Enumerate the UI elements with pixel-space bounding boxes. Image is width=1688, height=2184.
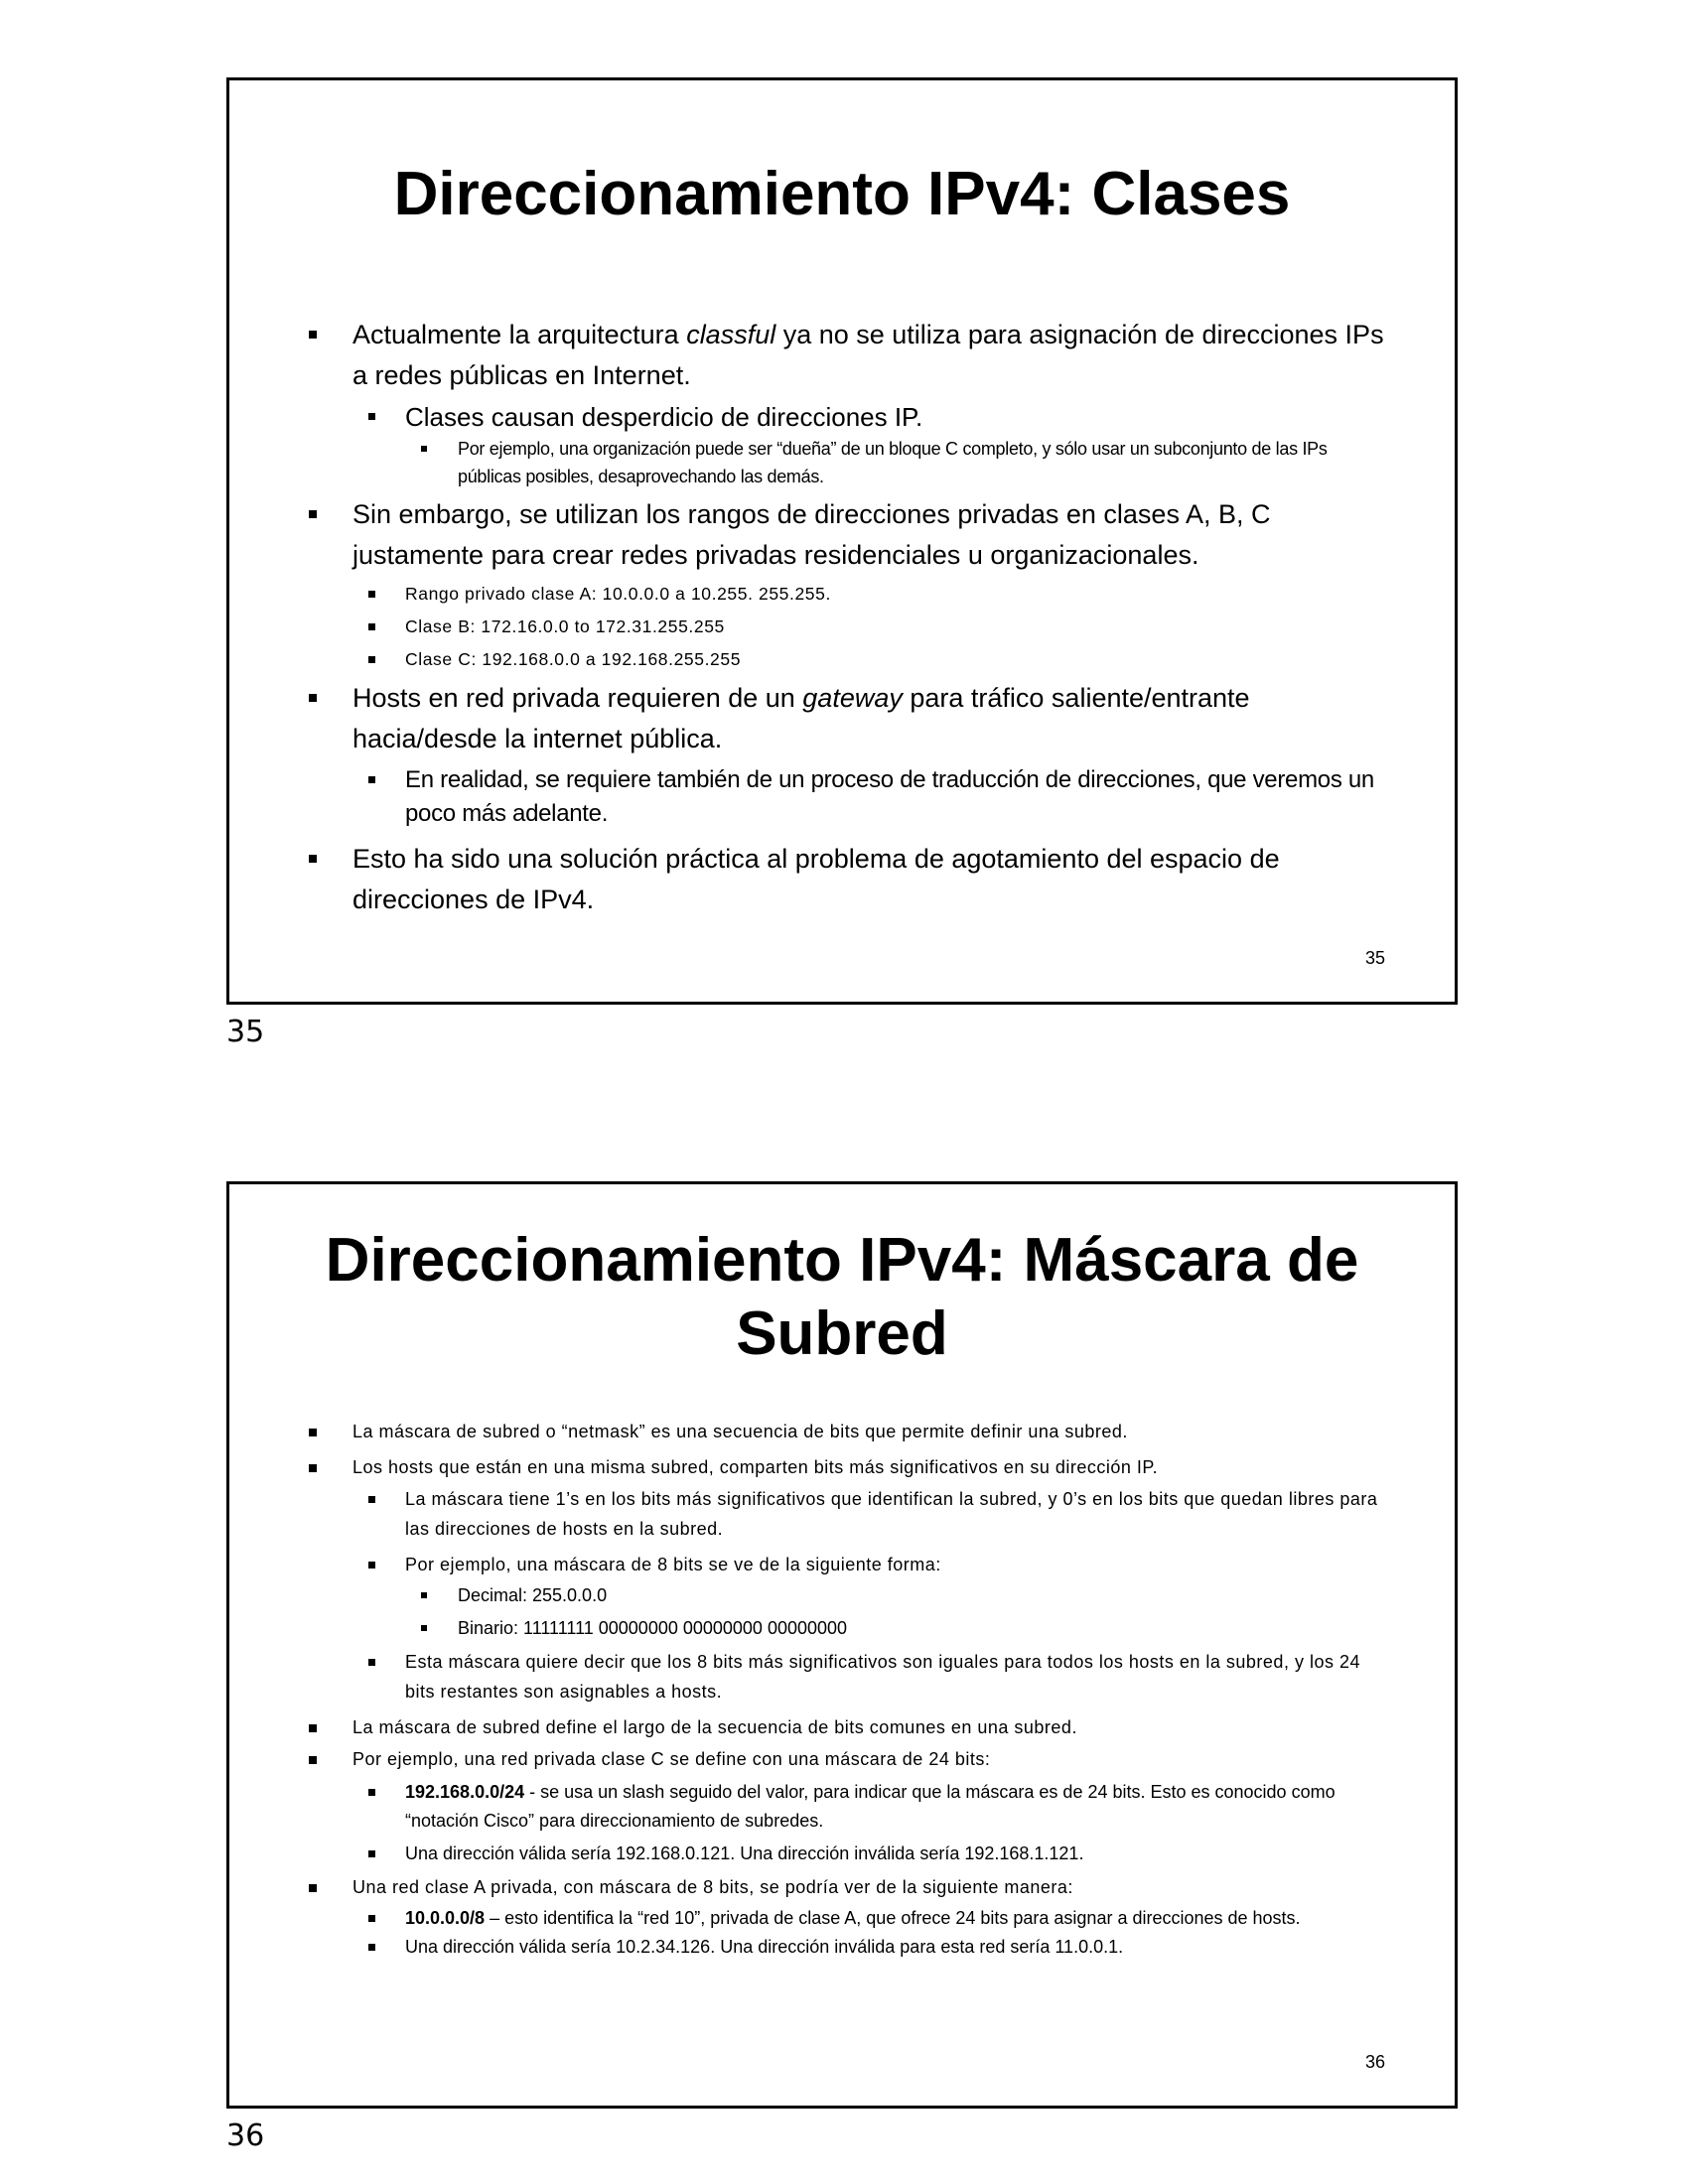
bullet-private-ranges: Sin embargo, se utilizan los rangos de direcciones privadas en clases A, B, C justamente para crear redes privadas residenciales u organizacionales. [229, 494, 1385, 576]
cidr-notation: 10.0.0.0/8 [405, 1908, 486, 1928]
emphasis-text: gateway [802, 683, 903, 713]
bullet-netmask-definition: La máscara de subred o “netmask” es una secuencia de bits que permite definir una subred. [229, 1417, 1385, 1446]
bullet-text: – esto identifica la “red 10”, privada de clase A, que ofrece 24 bits para asignar a direcciones de hosts. [485, 1908, 1301, 1928]
page-label: 35 [226, 1015, 265, 1049]
slide-body [229, 1417, 1455, 1962]
bullet-hosts-share-bits: Los hosts que están en una misma subred, comparten bits más significativos en su dirección IP. [229, 1452, 1385, 1482]
emphasis-text: classful [686, 320, 776, 349]
bullet-gateway [229, 678, 1385, 759]
slide-35 [226, 77, 1458, 1005]
sub-bullet-range-a: Rango privado clase A: 10.0.0.0 a 10.255. 255.255. [229, 578, 1385, 611]
slide-page-number: 35 [1364, 948, 1385, 968]
slide-title [229, 1224, 1455, 1371]
slide-36 [226, 1181, 1458, 2109]
bullet-class-c-example: Por ejemplo, una red privada clase C se define con una máscara de 24 bits: [229, 1744, 1385, 1774]
slide-title: Direccionamiento IPv4: Clases [393, 160, 1291, 228]
sub-bullet-valid-address-c: Una dirección válida sería 192.168.0.121. Una dirección inválida sería 192.168.1.121. [229, 1840, 1385, 1868]
bullet-text: Actualmente la arquitectura [352, 320, 687, 349]
sub-bullet-valid-address-a: Una dirección válida sería 10.2.34.126. Una dirección inválida para esta red sería 11.0.0.1. [229, 1933, 1385, 1962]
bullet-class-a-example: Una red clase A privada, con máscara de 8 bits, se podría ver de la siguiente manera: [229, 1872, 1385, 1902]
bullet-classful [229, 315, 1385, 396]
sub-bullet-cisco-notation [229, 1778, 1385, 1836]
bullet-text: Hosts en red privada requieren de un [352, 683, 803, 713]
page-label: 36 [226, 2118, 265, 2153]
sub-bullet-mask-ones-zeros: La máscara tiene 1’s en los bits más significativos que identifican la subred, y 0’s en los bits que quedan libres para las direcciones de hosts en la subred. [229, 1484, 1385, 1544]
bullet-solution: Esto ha sido una solución práctica al problema de agotamiento del espacio de direcciones de IPv4. [229, 839, 1385, 920]
sub-bullet-range-b: Clase B: 172.16.0.0 to 172.31.255.255 [229, 611, 1385, 643]
cidr-notation: 192.168.0.0/24 [405, 1782, 525, 1802]
slide-title-line-2: Subred [736, 1299, 948, 1368]
slide-title-line-1: Direccionamiento IPv4: Máscara de [325, 1226, 1359, 1295]
sub-bullet-mask-example: Por ejemplo, una máscara de 8 bits se ve de la siguiente forma: [229, 1550, 1385, 1579]
bullet-mask-length: La máscara de subred define el largo de la secuencia de bits comunes en una subred. [229, 1712, 1385, 1742]
sub-sub-bullet-decimal: Decimal: 255.0.0.0 [229, 1581, 1385, 1610]
sub-bullet-nat: En realidad, se requiere también de un proceso de traducción de direcciones, que veremos un poco más adelante. [229, 763, 1385, 831]
sub-bullet-mask-meaning: Esta máscara quiere decir que los 8 bits más significativos son iguales para todos los hosts en la subred, y los 24 bits restantes son asignables a hosts. [229, 1647, 1385, 1706]
bullet-text: para tráfico saliente/entrante hacia/desde la internet pública. [352, 683, 1250, 753]
sub-sub-bullet-example: Por ejemplo, una organización puede ser “dueña” de un bloque C completo, y sólo usar un subconjunto de las IPs públicas posibles, desaprovechando las demás. [229, 435, 1385, 490]
bullet-text: - se usa un slash seguido del valor, para indicar que la máscara es de 24 bits. Esto es conocido como “notación Cisco” para direccionamiento de subredes. [405, 1782, 1336, 1831]
sub-bullet-red-10 [229, 1904, 1385, 1933]
bullet-text: ya no se utiliza para asignación de direcciones IPs a redes públicas en Internet. [352, 320, 1384, 390]
slide-page-number: 36 [1364, 2052, 1385, 2072]
sub-bullet-range-c: Clase C: 192.168.0.0 a 192.168.255.255 [229, 643, 1385, 676]
sub-sub-bullet-binary: Binario: 11111111 00000000 00000000 00000000 [229, 1614, 1385, 1643]
slide-body [229, 315, 1455, 920]
sub-bullet-waste: Clases causan desperdicio de direcciones IP. [229, 399, 1385, 435]
